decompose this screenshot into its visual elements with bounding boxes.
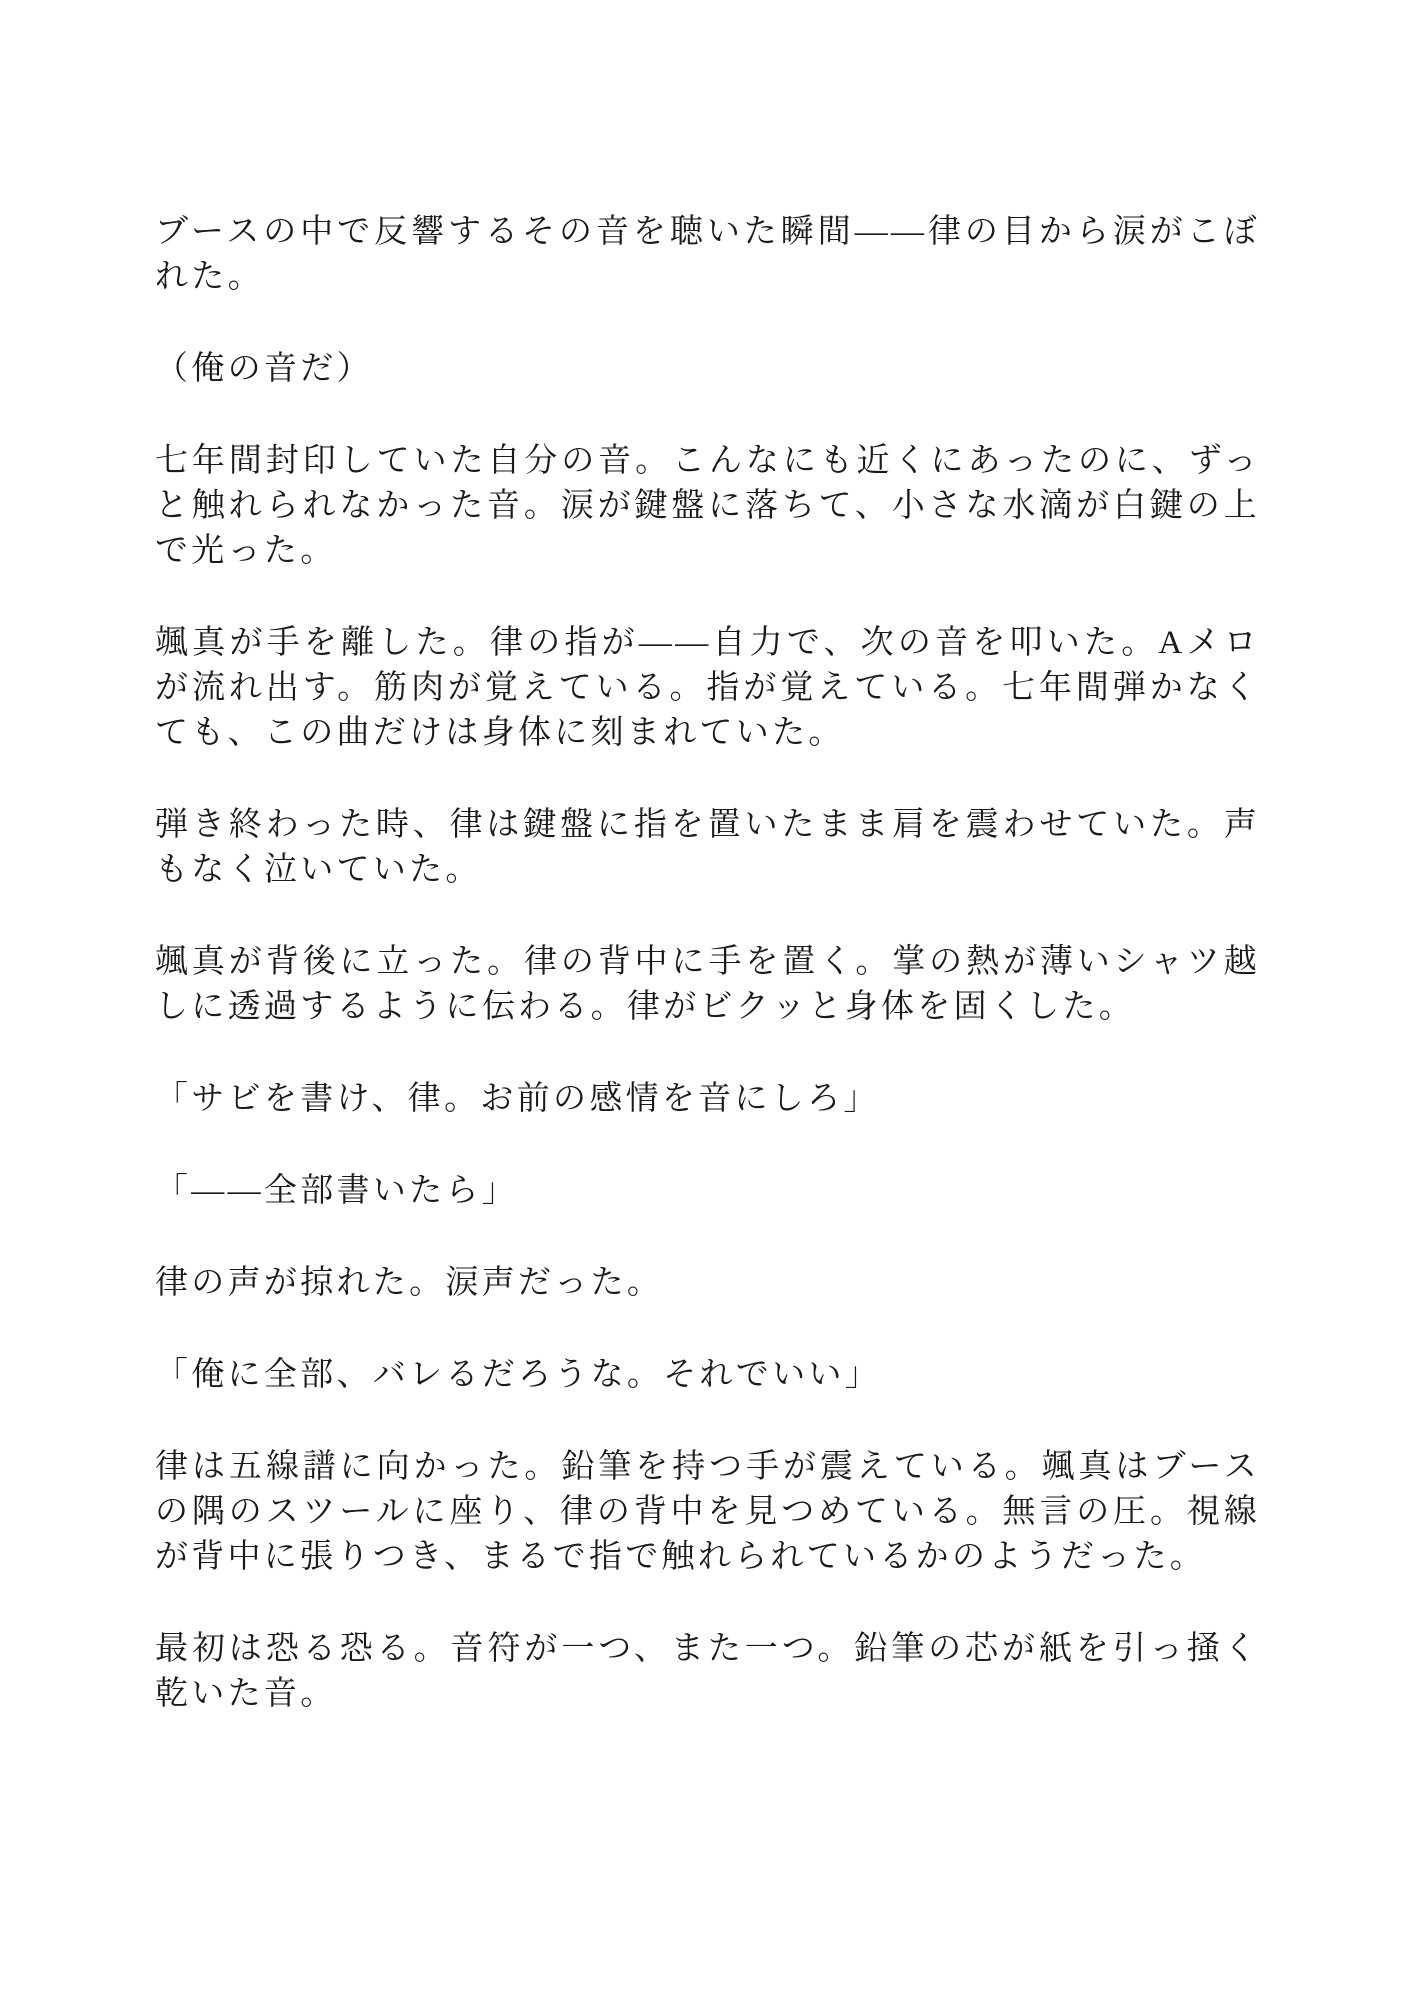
paragraph: 最初は恐る恐る。音符が一つ、また一つ。鉛筆の芯が紙を引っ掻く乾いた音。	[155, 1631, 1260, 1712]
paragraph: 「サビを書け、律。お前の感情を音にしろ」	[155, 1081, 880, 1117]
paragraph: 「——全部書いたら」	[155, 1173, 518, 1209]
paragraph: 「俺に全部、バレるだろうな。それでいい」	[155, 1357, 881, 1393]
paragraph: 律は五線譜に向かった。鉛筆を持つ手が震えている。颯真はブースの隅のスツールに座り、律の背中を見つめている。無言の圧。視線が背中に張りつき、まるで指で触れられているかのようだった。	[155, 1449, 1260, 1575]
text-column	[155, 210, 1260, 1764]
paragraph: 律の声が掠れた。涙声だった。	[155, 1265, 664, 1301]
paragraph: （俺の音だ）	[155, 351, 373, 387]
paragraph: 弾き終わった時、律は鍵盤に指を置いたまま肩を震わせていた。声もなく泣いていた。	[155, 807, 1260, 888]
paragraph: 七年間封印していた自分の音。こんなにも近くにあったのに、ずっと触れられなかった音。涙が鍵盤に落ちて、小さな水滴が白鍵の上で光った。	[155, 443, 1260, 569]
paragraph: 颯真が手を離した。律の指が——自力で、次の音を叩いた。Aメロが流れ出す。筋肉が覚えている。指が覚えている。七年間弾かなくても、この曲だけは身体に刻まれていた。	[155, 625, 1260, 751]
paragraph: 颯真が背後に立った。律の背中に手を置く。掌の熱が薄いシャツ越しに透過するように伝わる。律がビクッと身体を固くした。	[155, 944, 1260, 1025]
paragraph: ブースの中で反響するその音を聴いた瞬間——律の目から涙がこぼれた。	[155, 214, 1260, 295]
